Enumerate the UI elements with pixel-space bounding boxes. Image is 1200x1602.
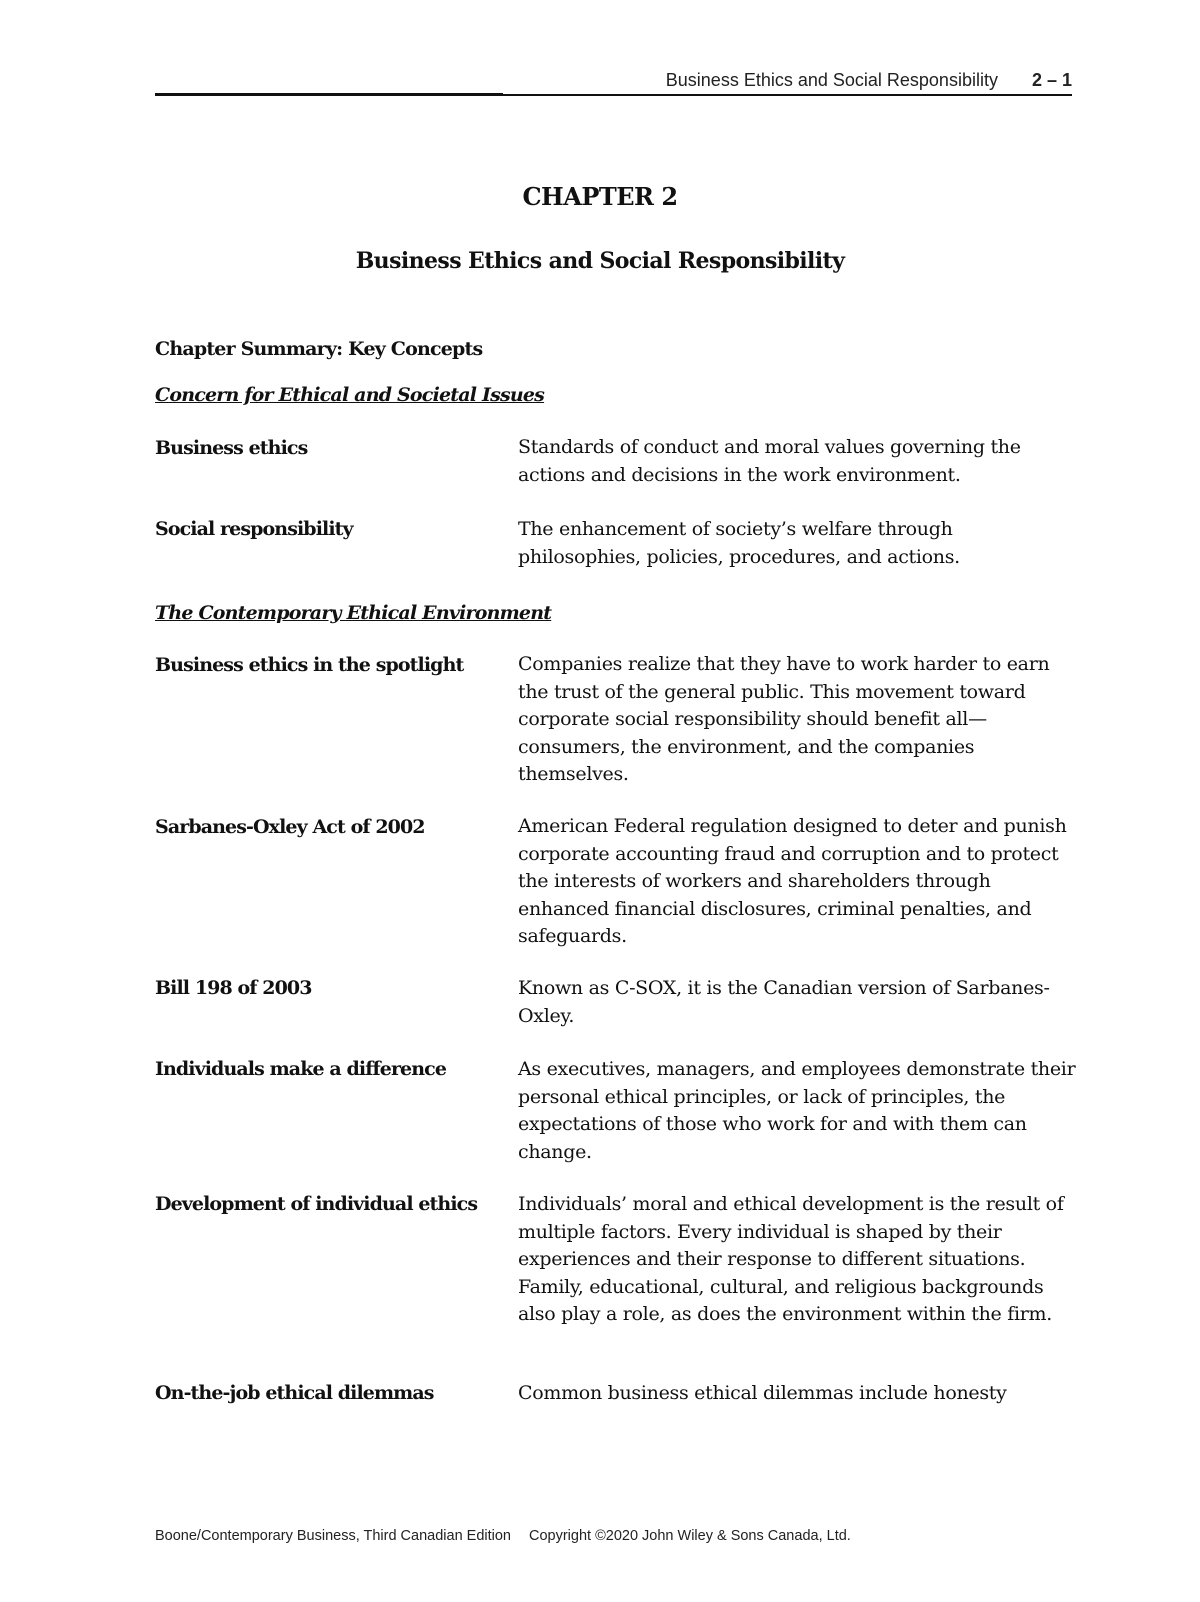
term-definition: American Federal regulation designed to deter and punish corporate accounting fraud and corruption and to protect the interests of workers and shareholders through enhanced financial disclosures, criminal penalties, and safeguards. <box>518 815 1067 947</box>
term-label: Individuals make a difference <box>155 1058 447 1080</box>
page-number: 2 – 1 <box>1031 70 1072 90</box>
section-heading: The Contemporary Ethical Environment <box>155 602 552 624</box>
term-label: Business ethics <box>155 437 308 459</box>
page-footer <box>155 1528 851 1544</box>
term-definition: As executives, managers, and employees demonstrate their personal ethical principles, or lack of principles, the expectations of those who work for and with them can change. <box>518 1058 1076 1163</box>
term-label: Sarbanes-Oxley Act of 2002 <box>155 816 425 838</box>
term-definition: Companies realize that they have to work harder to earn the trust of the general public. This movement toward corporate social responsibility should benefit all—consumers, the environment, and the companies themselves. <box>518 653 1050 785</box>
term-label: On-the-job ethical dilemmas <box>155 1382 434 1404</box>
term-definition: Known as C-SOX, it is the Canadian version of Sarbanes-Oxley. <box>518 977 1050 1027</box>
term-definition: Common business ethical dilemmas include honesty <box>518 1382 1007 1404</box>
term-definition: Standards of conduct and moral values governing the actions and decisions in the work environment. <box>518 436 1021 486</box>
term-label: Development of individual ethics <box>155 1193 478 1215</box>
chapter-label: CHAPTER 2 <box>522 182 678 211</box>
summary-heading: Chapter Summary: Key Concepts <box>155 338 483 360</box>
chapter-title: Business Ethics and Social Responsibility <box>355 248 845 274</box>
term-label: Bill 198 of 2003 <box>155 977 312 999</box>
term-definition: The enhancement of society’s welfare through philosophies, policies, procedures, and actions. <box>518 518 960 568</box>
header-rule-accent <box>155 93 503 96</box>
term-definition: Individuals’ moral and ethical development is the result of multiple factors. Every individual is shaped by their experiences and their response to different situations. Family, educational, cultural, and religious backgrounds also play a role, as does the environment within the firm. <box>518 1193 1064 1325</box>
running-title: Business Ethics and Social Responsibility <box>665 70 998 90</box>
section-heading: Concern for Ethical and Societal Issues <box>155 384 545 406</box>
term-label: Social responsibility <box>155 518 353 540</box>
footer-copyright: Copyright ©2020 John Wiley & Sons Canada, Ltd. <box>529 1528 851 1544</box>
footer-book: Boone/Contemporary Business, Third Canadian Edition <box>155 1528 511 1544</box>
term-label: Business ethics in the spotlight <box>155 654 464 676</box>
